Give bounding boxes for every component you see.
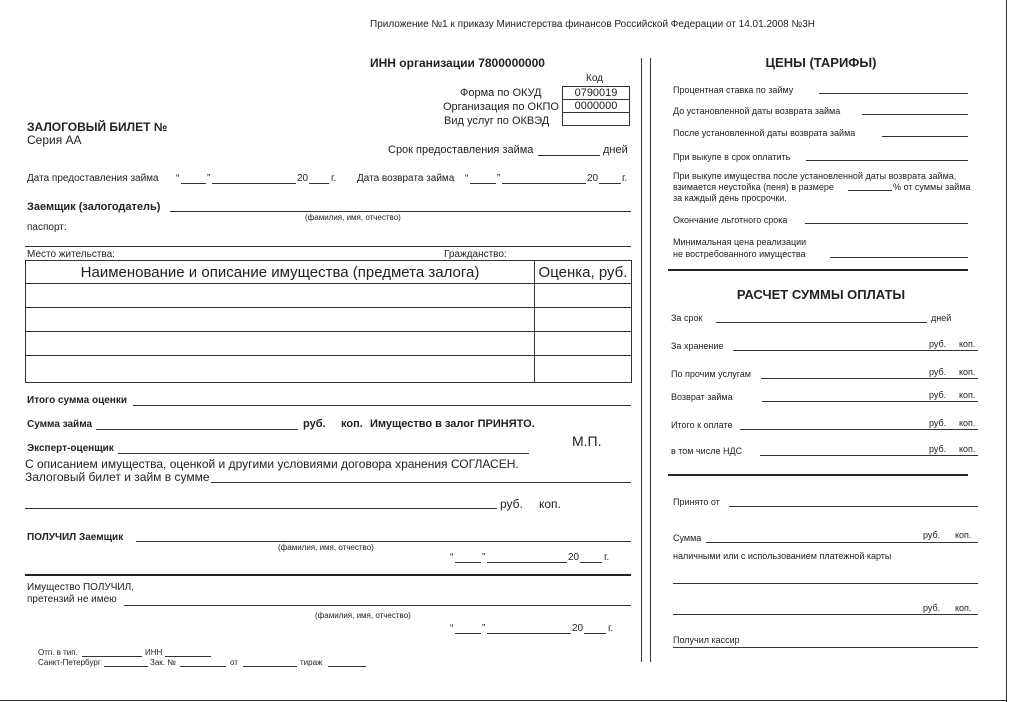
- loan-amount-label: Сумма займа: [27, 419, 93, 430]
- total-valuation-field[interactable]: [133, 405, 631, 406]
- return-year-field[interactable]: [599, 183, 621, 184]
- calc-storage-rub: руб.: [929, 339, 947, 349]
- calc-storage-field[interactable]: [733, 350, 978, 351]
- grace-end-label: Окончание льготного срока: [673, 215, 788, 225]
- issue-year-field[interactable]: [309, 183, 329, 184]
- property-value-header: Оценка, руб.: [535, 261, 632, 284]
- code-header: Код: [586, 73, 604, 84]
- min-price-field[interactable]: [830, 257, 968, 258]
- property-table: [25, 260, 632, 383]
- loan-amount-kop: коп.: [341, 418, 363, 430]
- after-return-label: После установленной даты возврата займа: [673, 128, 856, 138]
- okpo-label: Организация по ОКПО: [443, 101, 559, 113]
- borrower-label: Заемщик (залогодатель): [27, 201, 161, 213]
- property-received-line2: претензий не имею: [27, 594, 117, 605]
- calc-vat-kop: коп.: [959, 444, 976, 454]
- return-month-field[interactable]: [502, 183, 586, 184]
- prices-divider: [668, 269, 968, 271]
- loan-term-days: дней: [603, 144, 628, 156]
- property-description-cell[interactable]: [26, 284, 535, 308]
- stamp-place: М.П.: [572, 433, 602, 449]
- property-received-line1: Имущество ПОЛУЧИЛ,: [27, 582, 134, 593]
- calc-other-rub: руб.: [929, 367, 947, 377]
- ticket-series: Серия АА: [27, 133, 82, 147]
- citizenship-label: Гражданство:: [444, 249, 507, 260]
- return-year-suffix: г.: [622, 173, 628, 184]
- borrower-received-field[interactable]: [136, 541, 631, 542]
- receipt-sum-field[interactable]: [706, 542, 978, 543]
- okud-value: 0790019: [563, 87, 630, 100]
- issue-year-suffix: г.: [331, 173, 337, 184]
- cashier-field[interactable]: [673, 647, 978, 648]
- property-month-field[interactable]: [487, 633, 571, 634]
- received-from-label: Принято от: [673, 497, 720, 507]
- receipt-words-field-1[interactable]: [673, 583, 978, 584]
- grace-end-field[interactable]: [805, 223, 968, 224]
- imprint-city-field[interactable]: [104, 666, 148, 667]
- imprint-city: Санкт-Петербург: [38, 658, 101, 667]
- property-year-field[interactable]: [584, 633, 606, 634]
- penalty-line2b: % от суммы займа: [893, 182, 971, 192]
- imprint-print-field[interactable]: [82, 656, 142, 657]
- buyout-label: При выкупе в срок оплатить: [673, 152, 791, 162]
- penalty-line3: за каждый день просрочки.: [673, 193, 787, 203]
- calc-storage-label: За хранение: [671, 341, 724, 351]
- calc-vat-field[interactable]: [760, 455, 978, 456]
- calc-return-field[interactable]: [762, 401, 978, 402]
- calc-total-rub: руб.: [929, 418, 947, 428]
- issue-quote-close: ”: [207, 173, 211, 184]
- received-year-prefix: 20: [568, 552, 580, 563]
- calc-term-days: дней: [931, 313, 952, 323]
- imprint-run-field[interactable]: [328, 666, 366, 667]
- appendix-note: Приложение №1 к приказу Министерства финансов Российской Федерации от 14.01.2008 №3Н: [370, 19, 815, 30]
- return-quote-open: “: [465, 173, 469, 184]
- property-description-cell[interactable]: [26, 356, 535, 383]
- receipt-sum-rub: руб.: [923, 530, 941, 540]
- imprint-order-field[interactable]: [180, 666, 226, 667]
- imprint-print-label: Отп. в тип.: [38, 648, 78, 657]
- rate-field[interactable]: [819, 93, 968, 94]
- received-month-field[interactable]: [487, 562, 567, 563]
- received-quote-close: ”: [482, 552, 486, 563]
- total-valuation-label: Итого сумма оценки: [27, 395, 127, 406]
- property-received-field[interactable]: [124, 605, 631, 606]
- calc-term-field[interactable]: [716, 322, 927, 323]
- okved-label: Вид услуг по ОКВЭД: [444, 115, 550, 127]
- imprint-order-label: Зак. №: [150, 658, 176, 667]
- property-description-cell[interactable]: [26, 308, 535, 332]
- section-divider: [25, 574, 631, 576]
- rate-label: Процентная ставка по займу: [673, 85, 794, 95]
- loan-amount-field[interactable]: [96, 429, 298, 430]
- calc-total-kop: коп.: [959, 418, 976, 428]
- ticket-sum-field[interactable]: [211, 482, 631, 483]
- receipt-words-rub: руб.: [923, 603, 941, 613]
- penalty-line1: При выкупе имущества после установленной даты возврата займа,: [673, 171, 957, 181]
- calc-total-label: Итого к оплате: [671, 420, 733, 430]
- calc-total-field[interactable]: [740, 429, 978, 430]
- issue-month-field[interactable]: [212, 183, 296, 184]
- received-quote-open: “: [450, 552, 454, 563]
- imprint-inn-field[interactable]: [165, 656, 211, 657]
- page-bottom-border: [0, 700, 1007, 701]
- receipt-words-kop: коп.: [955, 603, 972, 613]
- calc-title: РАСЧЕТ СУММЫ ОПЛАТЫ: [736, 287, 906, 302]
- calc-other-field[interactable]: [761, 378, 978, 379]
- receipt-sum-label: Сумма: [673, 533, 702, 543]
- received-fio-hint: (фамилия, имя, отчество): [278, 543, 374, 552]
- calc-return-rub: руб.: [929, 390, 947, 400]
- ticket-sum-words-field[interactable]: [25, 508, 497, 509]
- before-return-label: До установленной даты возврата займа: [673, 106, 841, 116]
- column-separator-left: [641, 58, 642, 662]
- before-return-field[interactable]: [862, 114, 968, 115]
- passport-field[interactable]: [25, 246, 631, 247]
- property-description-cell[interactable]: [26, 332, 535, 356]
- received-day-field[interactable]: [455, 562, 481, 563]
- ticket-sum-rub: руб.: [500, 497, 523, 511]
- issue-quote-open: “: [176, 173, 180, 184]
- return-date-label: Дата возврата займа: [357, 173, 455, 184]
- received-year-suffix: г.: [604, 552, 610, 563]
- property-accepted: Имущество в залог ПРИНЯТО.: [370, 418, 535, 430]
- okud-label: Форма по ОКУД: [460, 87, 542, 99]
- received-from-field[interactable]: [729, 506, 978, 507]
- property-value-cell[interactable]: [535, 284, 632, 308]
- cash-or-card-note: наличными или с использованием платежной карты: [673, 551, 892, 561]
- after-return-field[interactable]: [882, 136, 968, 137]
- return-quote-close: ”: [497, 173, 501, 184]
- residence-label: Место жительства:: [27, 249, 115, 260]
- passport-label: паспорт:: [27, 222, 67, 233]
- property-value-cell[interactable]: [535, 308, 632, 332]
- penalty-line2a: взимается неустойка (пеня) в размере: [673, 182, 834, 192]
- cashier-label: Получил кассир: [673, 635, 740, 645]
- min-price-line1: Минимальная цена реализации: [673, 237, 807, 247]
- loan-amount-rub: руб.: [303, 418, 326, 430]
- imprint-date-field[interactable]: [243, 666, 297, 667]
- buyout-field[interactable]: [806, 160, 968, 161]
- prices-title: ЦЕНЫ (ТАРИФЫ): [765, 55, 877, 70]
- expert-label: Эксперт-оценщик: [27, 443, 114, 454]
- property-year-prefix: 20: [572, 623, 584, 634]
- return-quote-close-2: ”: [482, 623, 486, 634]
- property-name-header: Наименование и описание имущества (предмета залога): [26, 261, 535, 284]
- org-inn: ИНН организации 7800000000: [370, 56, 545, 70]
- page-right-border: [1006, 0, 1007, 702]
- calc-divider: [668, 474, 968, 476]
- min-price-line2: не востребованного имущества: [673, 249, 806, 259]
- calc-other-label: По прочим услугам: [671, 369, 751, 379]
- calc-return-label: Возврат займа: [671, 392, 733, 402]
- borrower-name-field[interactable]: [170, 211, 631, 212]
- calc-vat-label: в том числе НДС: [671, 446, 743, 456]
- ticket-title: ЗАЛОГОВЫЙ БИЛЕТ №: [27, 120, 168, 134]
- property-day-field[interactable]: [455, 633, 481, 634]
- return-year-prefix: 20: [587, 173, 599, 184]
- borrower-fio-hint: (фамилия, имя, отчество): [305, 213, 401, 222]
- okved-value: [563, 113, 630, 126]
- calc-storage-kop: коп.: [959, 339, 976, 349]
- borrower-received-label: ПОЛУЧИЛ Заемщик: [27, 532, 124, 543]
- received-year-field[interactable]: [580, 562, 602, 563]
- expert-field[interactable]: [118, 453, 529, 454]
- issue-day-field[interactable]: [181, 183, 206, 184]
- column-separator-right: [650, 58, 651, 662]
- imprint-run-label: тираж: [300, 658, 323, 667]
- property-value-cell[interactable]: [535, 332, 632, 356]
- loan-term-label: Срок предоставления займа: [388, 144, 534, 156]
- ticket-sum-label: Залоговый билет и займ в сумме: [25, 470, 210, 484]
- codes-table: [562, 86, 630, 126]
- return-day-field[interactable]: [470, 183, 496, 184]
- loan-term-field[interactable]: [538, 155, 600, 156]
- okpo-value: 0000000: [563, 100, 630, 113]
- penalty-percent-field[interactable]: [848, 190, 892, 191]
- property-year-suffix: г.: [608, 623, 614, 634]
- receipt-sum-kop: коп.: [955, 530, 972, 540]
- calc-other-kop: коп.: [959, 367, 976, 377]
- imprint-inn-label: ИНН: [145, 648, 163, 657]
- receipt-words-field-2[interactable]: [673, 614, 978, 615]
- ticket-sum-kop: коп.: [539, 497, 561, 511]
- issue-date-label: Дата предоставления займа: [27, 173, 159, 184]
- property-fio-hint: (фамилия, имя, отчество): [315, 611, 411, 620]
- agreement-statement: С описанием имущества, оценкой и другими условиями договора хранения СОГЛАСЕН.: [25, 457, 519, 471]
- issue-year-prefix: 20: [297, 173, 309, 184]
- return-quote-open-2: “: [450, 623, 454, 634]
- calc-term-label: За срок: [671, 313, 703, 323]
- imprint-from-label: от: [230, 658, 238, 667]
- calc-return-kop: коп.: [959, 390, 976, 400]
- calc-vat-rub: руб.: [929, 444, 947, 454]
- property-value-cell[interactable]: [535, 356, 632, 383]
